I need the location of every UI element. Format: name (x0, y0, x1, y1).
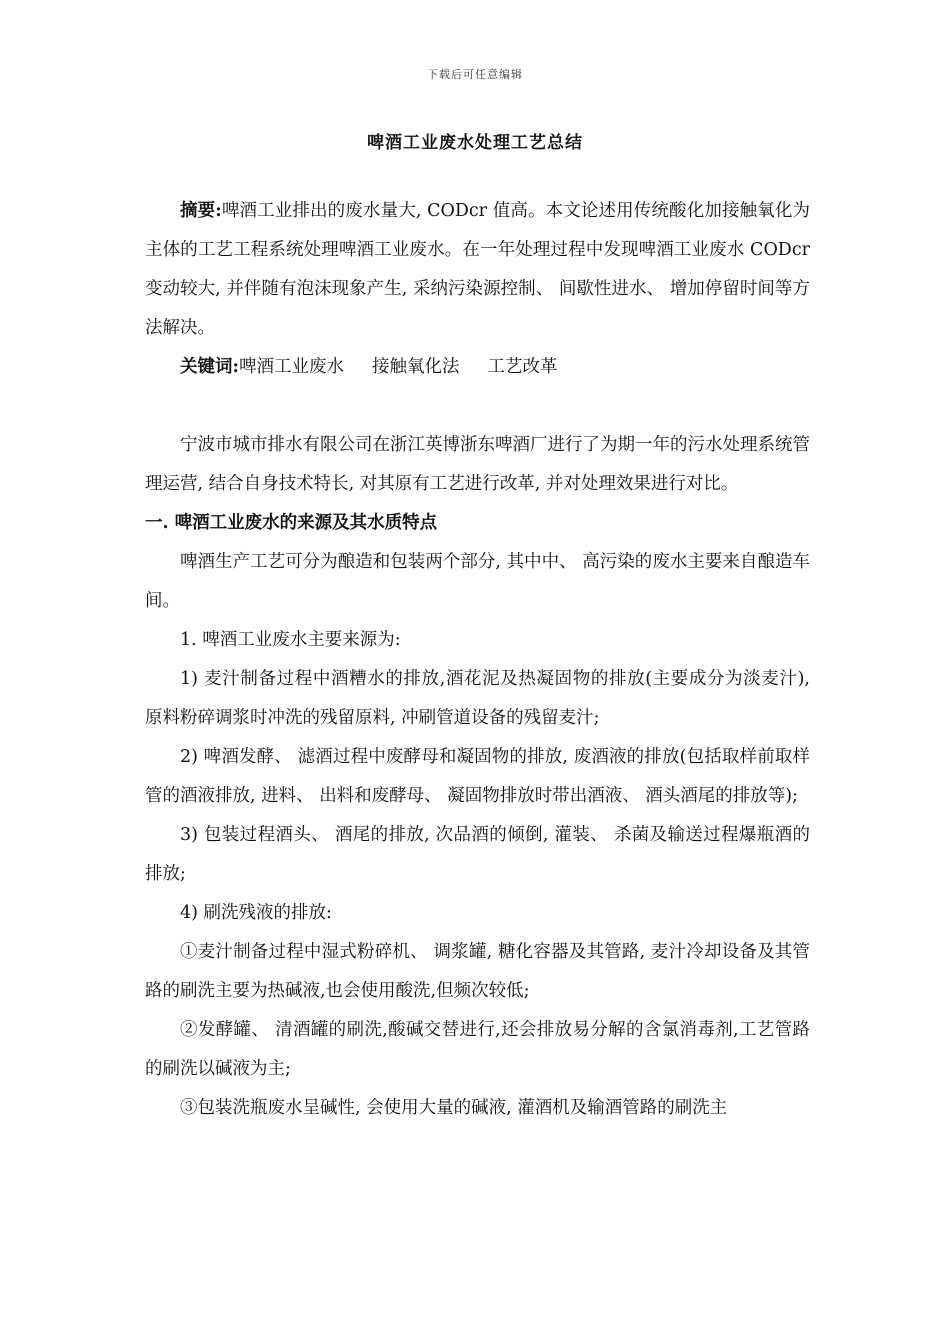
list-item: 1) 麦汁制备过程中酒糟水的排放,酒花泥及热凝固物的排放(主要成分为淡麦汁), 原料粉碎调浆时冲洗的残留原料, 冲刷管道设备的残留麦汁; (145, 669, 810, 728)
keyword: 接触氧化法 (371, 357, 460, 377)
sub-list-item: ③包装洗瓶废水呈碱性, 会使用大量的碱液, 灌酒机及输酒管路的刷洗主 (180, 1098, 728, 1118)
abstract-paragraph (145, 192, 810, 348)
header-note: 下载后可任意编辑 (427, 68, 523, 81)
keywords-label: 关键词: (180, 357, 239, 377)
intro-paragraph: 宁波市城市排水有限公司在浙江英博浙东啤酒厂进行了为期一年的污水处理系统管理运营, 结合自身技术特长, 对其原有工艺进行改革, 并对处理效果进行对比。 (145, 435, 810, 494)
list-item: 3) 包装过程酒头、 酒尾的排放, 次品酒的倾倒, 灌装、 杀菌及输送过程爆瓶酒的排放; (145, 825, 810, 884)
keyword: 啤酒工业废水 (238, 357, 344, 377)
keywords-paragraph (145, 348, 810, 387)
list-item: 4) 刷洗残液的排放: (180, 903, 332, 923)
sub-list-item: ①麦汁制备过程中湿式粉碎机、 调浆罐, 糖化容器及其管路, 麦汁冷却设备及其管路的刷洗主要为热碱液,也会使用酸洗,但频次较低; (145, 942, 810, 1001)
document-body (145, 192, 810, 1128)
list-title: 1. 啤酒工业废水主要来源为: (180, 630, 401, 650)
sub-list-item: ②发酵罐、 清酒罐的刷洗,酸碱交替进行,还会排放易分解的含氯消毒剂,工艺管路的刷洗以碱液为主; (145, 1020, 810, 1079)
abstract-label: 摘要: (180, 201, 222, 221)
keyword: 工艺改革 (487, 357, 558, 377)
list-item: 2) 啤酒发酵、 滤酒过程中废酵母和凝固物的排放, 废酒液的排放(包括取样前取样管的酒液排放, 进料、 出料和废酵母、 凝固物排放时带出酒液、 酒头酒尾的排放等); (145, 747, 810, 806)
section-heading: 一. 啤酒工业废水的来源及其水质特点 (145, 513, 438, 533)
body-paragraph: 啤酒生产工艺可分为酿造和包装两个部分, 其中中、 高污染的废水主要来自酿造车间。 (145, 552, 810, 611)
document-title: 啤酒工业废水处理工艺总结 (367, 133, 583, 153)
abstract-text: 啤酒工业排出的废水量大, CODcr 值高。本文论述用传统酸化加接触氧化为主体的工艺工程系统处理啤酒工业废水。在一年处理过程中发现啤酒工业废水 CODcr 变动较大, 并伴随有泡沫现象产生, 采纳污染源控制、 间歇性进水、 增加停留时间等方法解决。 (145, 201, 810, 338)
